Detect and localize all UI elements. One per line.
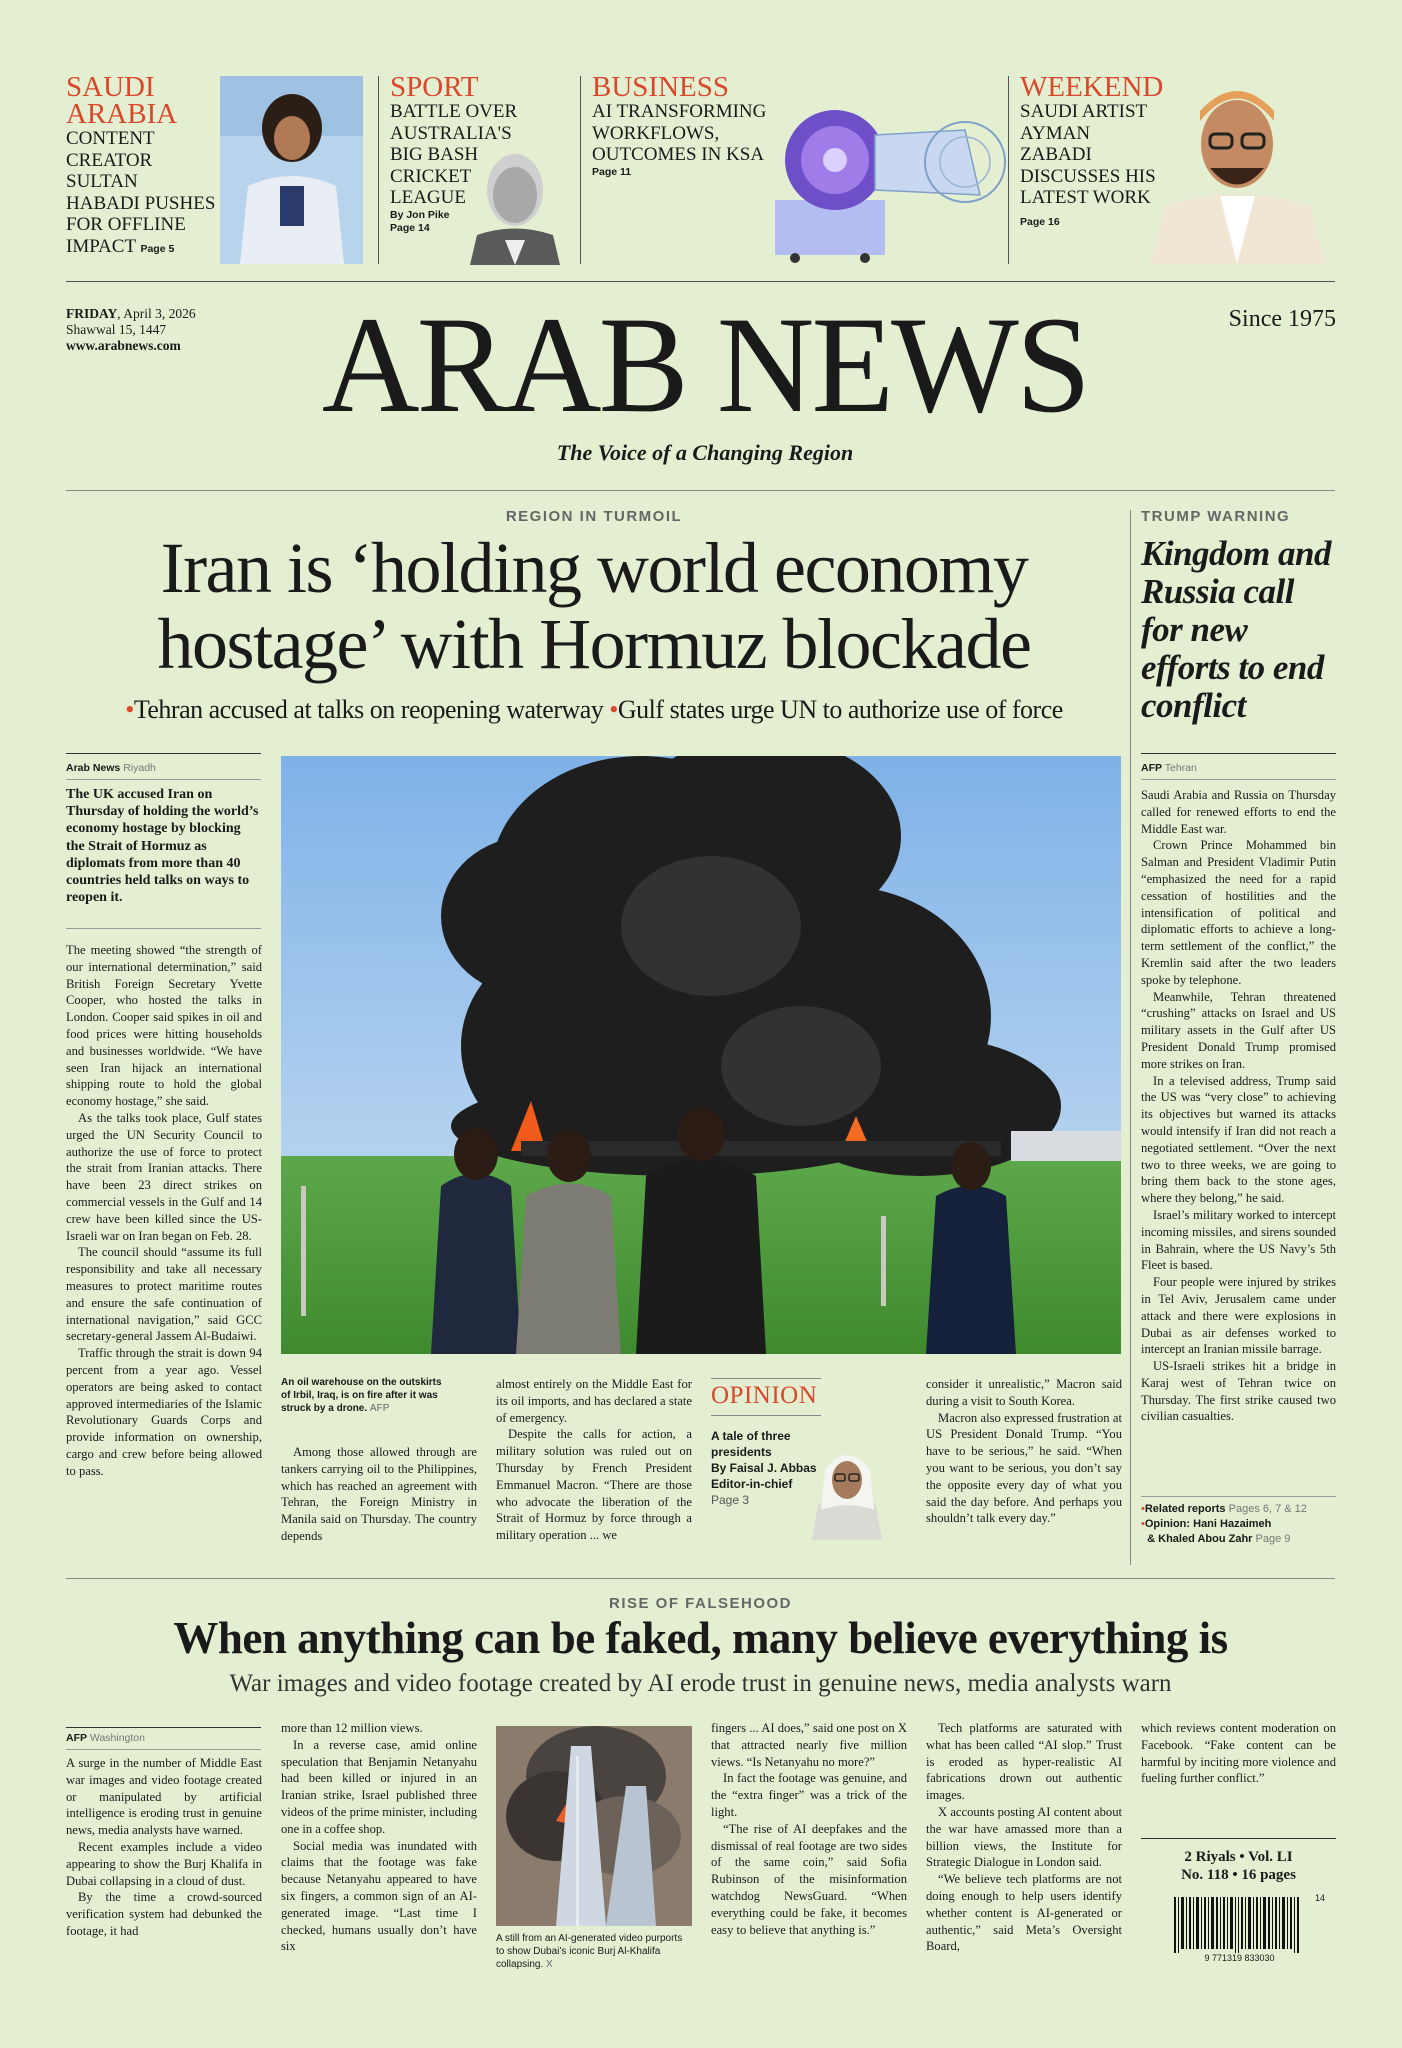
dateline xyxy=(66,306,196,354)
barcode xyxy=(1172,1893,1325,1965)
price-line1: 2 Riyals • Vol. LI xyxy=(1184,1849,1293,1865)
lead-col1: The meeting showed “the strength of our international determination,” said British Foreign Secretary Yvette Cooper, who hosted the talks in London. Cooper said spikes in oil and food prices were hitting households and businesses worldwide. “We have seen Iran hijack an international shipping route to hold the global economy hostage,” she said. As the talks took place, Gulf states urged the UN Security Council to authorize the use of force to protect the strait from Iranian attacks. There have been 23 direct strikes on commercial vessels in the Gulf and 14 crew have been killed since the US-Israeli war on Iran began on Feb. 28. The council should “assume its full responsibility and take all necessary measures to protect maritime routes and ensure the safe continuation of international navigation,” said GCC secretary-general Jassem Al-Budaiwi. Traffic through the strait is down 94 percent from a year ago. Vessel operators are being asked to contact approved intermediaries of the Islamic Revolutionary Guards Corps and provide information on ownership, cargo and crew before being allowed to pass. xyxy=(66,943,262,1478)
lead-col2: Among those allowed through are tankers carrying oil to the Philippines, which has reached an agreement with Tehran, the Foreign Ministry in Manila said on Thursday. The country depends xyxy=(281,1445,477,1543)
lead-deck: •Tehran accused at talks on reopening waterway •Gulf states urge UN to authorize use of force xyxy=(125,695,1063,724)
teaser-sport-head: SPORT xyxy=(390,71,479,103)
lead-credit: Arab News Riyadh xyxy=(66,762,156,774)
lead-col3: almost entirely on the Middle East for its oil imports, and has declared a state of emergency. Despite the calls for action, a military solution was ruled out on Thursday by French President Emmanuel Macron. “There are those who advocate the liberation of the Strait of Hormuz by force through a military operation ... we xyxy=(496,1377,692,1543)
teaser-saudi-photo xyxy=(220,76,363,264)
teaser-business-page: Page 11 xyxy=(592,165,632,178)
lead-photo-caption: An oil warehouse on the outskirts of Irbil, Iraq, is on fire after it was struck by a drone. AFP xyxy=(281,1377,442,1414)
sidebar-credit: AFP Tehran xyxy=(1141,762,1197,774)
price-line2: No. 118 • 16 pages xyxy=(1181,1867,1296,1883)
teaser-business-head: BUSINESS xyxy=(592,71,729,103)
sidebar-body: Saudi Arabia and Russia on Thursday called for renewed efforts to end the Middle East war. Crown Prince Mohammed bin Salman and President Vladimir Putin “emphasized the need for a rapid cessation of hostilities and the intensification of political and diplomatic efforts to achieve a long-term settlement of the conflict,” the Kremlin said after the two leaders spoke by telephone. Meanwhile, Tehran threatened “crushing” attacks on Israel and US military assets in the Gulf after US President Donald Trump promised more strikes on Iran. In a televised address, Trump said the US was “very close” to achieving its objectives but warned its attacks would intensify if Iran did not reach a negotiated settlement. “Over the next two to three weeks, we are going to bring them back to the stone ages, where they belong,” he said. Israel’s military worked to intercept incoming missiles, and sirens sounded in Bahrain, where the US Navy’s 5th Fleet is based. Four people were injured by strikes in Tel Aviv, Jerusalem came under attack and there were explosions in Dubai as air defenses worked to intercept an Iranian missile barrage. US-Israeli strikes hit a bridge in Karaj west of Tehran twice on Thursday. The first strike caused two civilian casualties. xyxy=(1141,788,1336,1424)
opinion-author-photo xyxy=(810,1440,885,1540)
barcode-top: 14 xyxy=(1314,1893,1325,1903)
lead-lede: The UK accused Iran on Thursday of holding the world’s economy hostage by blocking the Strait of Hormuz as diplomats from more than 40 countries held talks on ways to reopen it. xyxy=(66,787,259,906)
teaser-business-body: AI TRANSFORMING WORKFLOWS, OUTCOMES IN KSA xyxy=(592,101,767,166)
second-col4: Tech platforms are saturated with what has been called “AI slop.” Trust is eroded as hyper-realistic AI fabrications drown out authentic images. X accounts posting AI content about the war have amassed more than a billion views, the Institute for Strategic Dialogue in London said. “We believe tech platforms are not doing enough to help users identify whether content is AI-generated or authentic,” said Meta’s Oversight Board, xyxy=(926,1721,1122,1954)
lead-kicker: REGION IN TURMOIL xyxy=(505,508,683,525)
site-url[interactable]: www.arabnews.com xyxy=(66,338,181,353)
second-photo-caption: A still from an AI-generated video purports to show Dubai’s iconic Burj Al-Khalifa collapsing. X xyxy=(496,1933,683,1970)
dateline-hijri: Shawwal 15, 1447 xyxy=(66,322,167,337)
teaser-weekend-page: Page 16 xyxy=(1020,215,1060,228)
sidebar-related[interactable]: •Related reports Pages 6, 7 & 12 •Opinion: Hani Hazaimeh & Khaled Abou Zahr Page 9 xyxy=(1141,1503,1307,1545)
opinion-head: OPINION xyxy=(711,1382,818,1409)
teaser-saudi-body: CONTENT CREATOR SULTAN HABADI PUSHES FOR OFFLINE IMPACT Page 5 xyxy=(66,128,216,257)
second-headline[interactable]: When anything can be faked, many believe everything is xyxy=(173,1613,1228,1663)
lead-photo xyxy=(281,756,1121,1354)
teaser-weekend-body: SAUDI ARTIST AYMAN ZABADI DISCUSSES HIS LATEST WORK Page 16 xyxy=(1020,101,1156,228)
second-photo xyxy=(496,1726,692,1926)
lead-headline[interactable]: Iran is ‘holding world economy hostage’ with Hormuz blockade xyxy=(157,528,1031,684)
second-col1: A surge in the number of Middle East war images and video footage created or manipulated by artificial intelligence is eroding trust in genuine news, media analysts have warned. Recent examples include a video appearing to show the Burj Khalifa in Dubai collapsing in a cloud of dust. By the time a crowd-sourced verification system had debunked the footage, it had xyxy=(66,1756,262,1938)
second-deck: War images and video footage created by AI erode trust in genuine news, media analysts warn xyxy=(229,1670,1172,1697)
teaser-sport-page: Page 14 xyxy=(390,221,430,234)
teaser-weekend-head: WEEKEND xyxy=(1020,71,1164,103)
lead-deck-1: Tehran accused at talks on reopening waterway xyxy=(133,695,604,724)
teaser-business[interactable] xyxy=(592,71,792,179)
teaser-saudi-page: Page 5 xyxy=(140,242,175,255)
sidebar-headline[interactable]: Kingdom and Russia call for new efforts to end conflict xyxy=(1141,534,1331,725)
second-kicker: RISE OF FALSEHOOD xyxy=(608,1595,792,1612)
price-box xyxy=(1141,1848,1336,1884)
dateline-day: FRIDAY xyxy=(66,306,118,321)
opinion-author: By Faisal J. Abbas xyxy=(711,1461,817,1475)
opinion-role: Editor-in-chief xyxy=(711,1477,793,1491)
teaser-saudi[interactable] xyxy=(66,71,216,261)
second-col3: fingers ... AI does,” said one post on X that attracted nearly five million views. “Is Netanyahu no more?” In fact the footage was genuine, and the “extra finger” was a trick of the light. “The rise of AI deepfakes and the dismissal of real footage are two sides of the same coin,” said Sofia Rubinson of the misinformation watchdog NewsGuard. “When everything could be fake, it becomes easy to believe that anything is.” xyxy=(711,1721,907,1937)
opinion-page: Page 3 xyxy=(711,1493,750,1507)
teaser-sport-body: BATTLE OVER AUSTRALIA'S BIG BASH CRICKET LEAGUE xyxy=(390,101,518,209)
lead-deck-2: Gulf states urge UN to authorize use of force xyxy=(617,695,1063,724)
teaser-saudi-head: SAUDI ARABIA xyxy=(66,71,178,130)
masthead-title: ARAB NEWS xyxy=(321,288,1089,441)
teaser-weekend-photo xyxy=(1140,76,1335,264)
second-col5: which reviews content moderation on Facebook. “Fake content can be harmful by inciting more violence and fueling further conflict.” xyxy=(1141,1721,1336,1786)
second-credit: AFP Washington xyxy=(66,1732,145,1744)
second-col2: more than 12 million views. In a reverse case, amid online speculation that Benjamin Netanyahu had been killed or injured in an Iranian strike, Israel published three videos of the prime minister, including one in a coffee shop. Social media was inundated with claims that the footage was fake because Netanyahu appeared to have six fingers, a common sign of an AI-generated image. “Last time I checked, humans usually don’t have six xyxy=(281,1721,477,1954)
opinion-title: A tale of three presidents xyxy=(711,1429,791,1459)
since-1975: Since 1975 xyxy=(1228,306,1336,332)
barcode-number: 9 771319 833030 xyxy=(1204,1953,1275,1963)
dateline-date: , April 3, 2026 xyxy=(117,306,196,321)
lead-col4: consider it unrealistic,” Macron said during a visit to South Korea. Macron also expressed frustration at US President Donald Trump. “You have to be serious,” he said. “When you want to be serious, you don’t say the opposite every day of what you said the day before. And perhaps you shouldn’t talk every day.” xyxy=(926,1377,1122,1526)
teaser-business-image xyxy=(765,90,1020,265)
teaser-sport-photo xyxy=(465,140,565,265)
masthead-tagline: The Voice of a Changing Region xyxy=(556,440,854,465)
teaser-sport-byline: By Jon Pike xyxy=(390,208,450,221)
sidebar-kicker: TRUMP WARNING xyxy=(1141,508,1291,525)
